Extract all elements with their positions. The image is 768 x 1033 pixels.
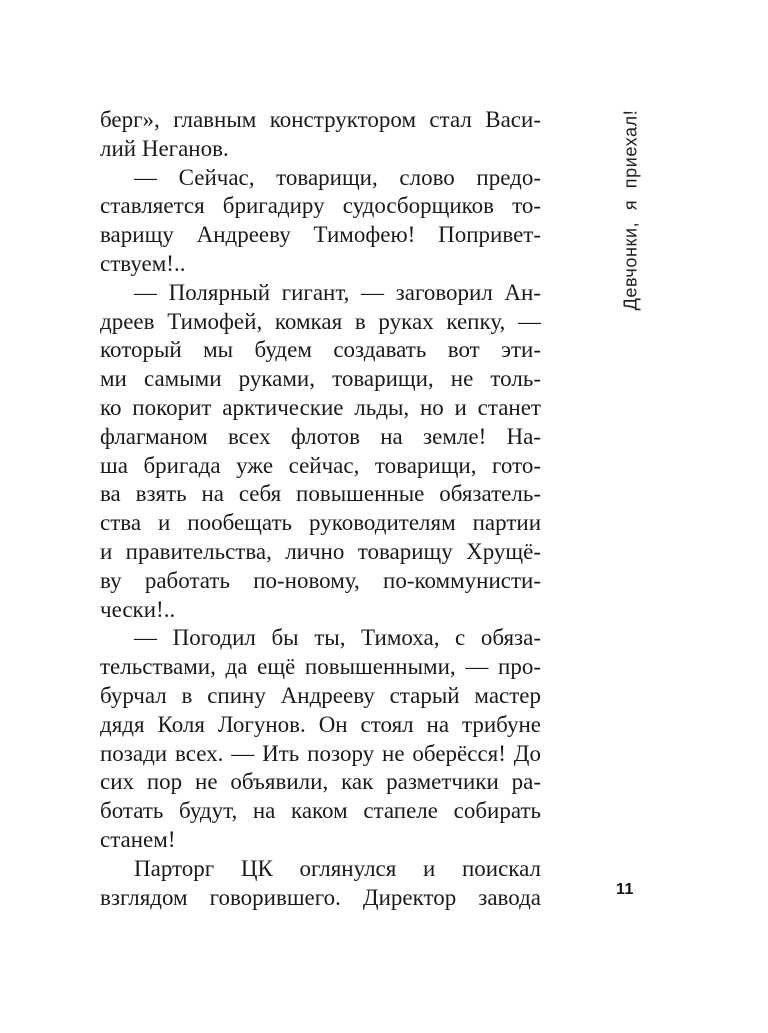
text-line: ву работать по-новому, по-коммунисти- [100, 567, 541, 593]
text-line: ми самыми руками, товарищи, не толь- [100, 366, 541, 392]
text-line: ства и пообещать руководителям партии [100, 510, 541, 536]
text-line: позади всех. — Ить позору не оберёсся! До [100, 740, 541, 766]
text-line: который мы будем создавать вот эти- [100, 337, 541, 363]
text-line: тельствами, да ещё повышенными, — про- [100, 654, 541, 680]
text-line: Парторг ЦК оглянулся и поискал [134, 855, 541, 881]
text-line: ставляется бригадиру судосборщиков то- [100, 193, 541, 219]
text-line: — Погодил бы ты, Тимоха, с обяза- [134, 625, 541, 651]
text-line: ствуем!.. [100, 250, 186, 276]
text-line: варищу Андрееву Тимофею! Попривет- [100, 222, 541, 248]
margin-running-title: Девчонки, я приехал! [620, 109, 641, 311]
text-line: и правительства, лично товарищу Хрущё- [100, 538, 541, 564]
text-line: дреев Тимофей, комкая в руках кепку, — [100, 308, 541, 334]
text-line: — Сейчас, товарищи, слово предо- [134, 164, 541, 190]
text-line: взглядом говорившего. Директор завода [100, 884, 541, 910]
text-line: ва взять на себя повышенные обязатель- [100, 481, 541, 507]
text-line: чески!.. [100, 596, 176, 622]
text-line: ко покорит арктические льды, но и станет [100, 394, 541, 420]
text-line: ботать будут, на каком стапеле собирать [100, 798, 541, 824]
text-line: дядя Коля Логунов. Он стоял на трибуне [100, 711, 541, 737]
text-block [100, 106, 541, 912]
text-line: — Полярный гигант, — заговорил Ан- [134, 279, 541, 305]
text-line: берг», главным конструктором стал Васи- [100, 107, 541, 132]
text-line: бурчал в спину Андрееву старый мастер [100, 682, 541, 708]
text-line: флагманом всех флотов на земле! На- [100, 423, 541, 449]
text-line: сих пор не объявили, как разметчики ра- [100, 769, 541, 795]
text-line: ша бригада уже сейчас, товарищи, гото- [100, 452, 541, 478]
text-line: станем! [100, 826, 176, 852]
page-number: 11 [616, 881, 634, 898]
text-line: лий Неганов. [100, 135, 229, 161]
